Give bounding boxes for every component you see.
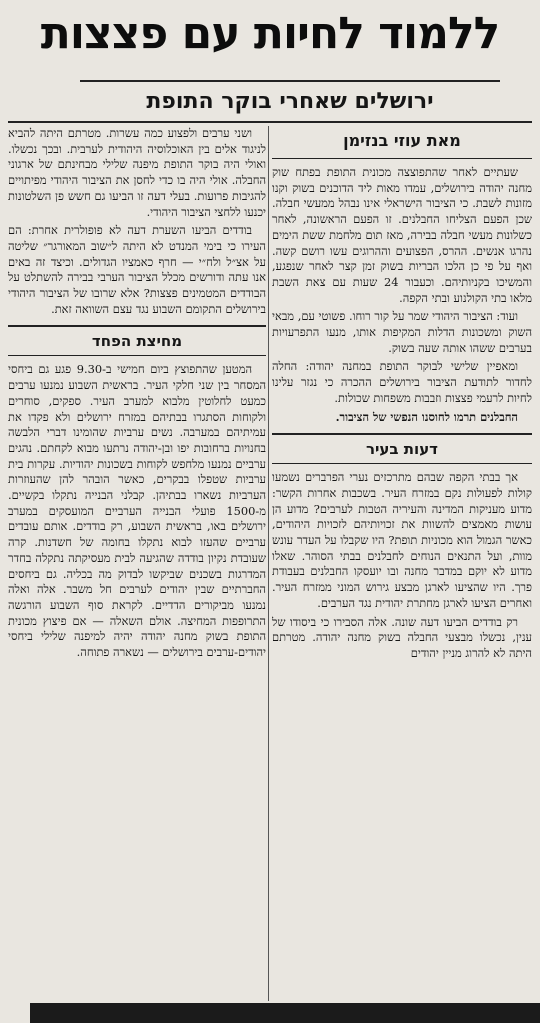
headline: ללמוד לחיות עם פצצות <box>40 8 500 59</box>
section-heading-fear-barrier: מחיצת הפחד <box>8 325 266 356</box>
article-paragraph: שעתיים לאחר שהתפוצצה מכונית התופת בפתח שוק מחנה יהודה בירושלים, עמדו מאות ליד הדוכנים בשוק וקנו מזונות לשבת. כי הציבור הישראלי אינו נבהל ממעשי חבלה. שכן הפעם הצליחו החבלנים. זו הפעם הראשונה, לאחר כשלונות מעשי חבלה בבירה, מאז תום מלחמת ששת הימים נהרגו אנשים. ההרס, הפצועים וההרוגים עשו רושם קשה. ואף על פי כן הלכו הבריות בשוק זמן קצר לאחר שנפגע, והמשיכו בקניותיהם. וכעבור 24 שעות עם צאת השבת מלאו בתי הקולנוע ובתי הקפה. <box>272 165 532 305</box>
article-paragraph: המטען שהתפוצץ ביום חמישי ב-9.30 פגע גם ביחסי המסחר בין שני חלקי העיר. בראשית השבוע נמנעו ערבים כמעט לחלוטין מלבוא למערב העיר. ספקים, סוחרים ולקוחות הסתגרו בבתיהם במזרח ירושלים ולא פקדו את עמיתיהם במערבה. נשים ערביות שהומינו דברי הלבשה בחנויות ברחובות יפו ובן-יהודה נרתעו מבוא לקחתם. נהגים ערביים נמנעו מלחפש לקוחות בשכונות יהודיות. עקרות בית ערביות שטפלו בבקרים, כאשר הובהר להן שהעוזרות הערביות נשארו בבתיהן. קבלני הבנייה נתקלו בקשיים. מ-1500 פועלי הבנייה הערביים המועסקים במערב ירושלים באו, בראשית השבוע, רק בודדים. אותם עובדים ערביים שהעזו לבוא נתקלו בחומה של חשדנות. קרה שעובדת נקיון בודדה שהגיעה לבית מעסיקתה נתקלה בחדר המדרגות בשכנים שביקשו לבדוק מה בכליה. גם ביחסים החברתיים שבין יהודים לערבים חל משבר. אלה ואלה נמנעו מביקורים הדדיים. לקראת סוף השבוע הורגשה התרופפות המחיצה. אולם השאלה — אם פיצוץ מכונית התופת בשוק מחנה יהודה יהיה למיפנה שלילי ביחסי יהודים-ערבים בירושלים — נשארה פתוחה. <box>8 362 266 660</box>
bottom-ink-strip <box>30 1003 540 1023</box>
headline-rule <box>80 80 500 82</box>
section-heading-opinions: דעות בעיר <box>272 433 532 464</box>
article-paragraph <box>272 410 532 426</box>
article-paragraph: בודדים הביעו השערת דעה לא פופולרית אחרת: הם העירו כי בימי המנדט לא היתה ל״שוב המאורגר״ שליטה על אצ״ל ולח״י — חרף כאמציו הגדולים. וכיצד זה באים אנו עתה ודורשים מכלל הציבור הערבי בבירה להשתלט על הבודדים המטמינים פצצות? אלא שרובו של הציבור היהודי בירושלים התקומם השבוע נגד עצם השוואה זאת. <box>8 223 266 316</box>
article-paragraph: ומאפיין שלישי לבוקר התופת במחנה יהודה: החלה לחדור לתודעת הציבור בירושלים ההכרה כי נגזר עלינו לחיות לרעמי פצצות וזבבות משפחות שכולות. <box>272 359 532 405</box>
byline: מאת עוזי בנזימן <box>272 126 532 159</box>
article-paragraph: ועוד: הציבור היהודי שמר על קור רוחו. פשוטי עם, מבאי השוק ומשכונות הדלות המקיפות אותו, מנעו התפרעויות בערבים ששהו אותה שעה בשוק. <box>272 309 532 355</box>
column-divider <box>268 126 269 1001</box>
article-paragraph: ושני ערבים ולפצוע כמה עשרות. מטרתם היתה להביא לניגוד אלים בין האוכלוסיה היהודית לערבית. ובכך נכשלו. ואולי היה בוקר התופת מיפנה שלילי מבחינתם של ארגוני החבלה. אולי היה בו כדי לחסן את הציבור היהודי מפיתויים להגיבות פרועות. בעלי דעה זו הביעו גם חשש פן השלטונות יכנעו ללחצי הציבור היהודי. <box>8 126 266 219</box>
subheadline: ירושלים שאחרי בוקר התופת <box>146 89 434 114</box>
right-column <box>272 126 532 1003</box>
left-column <box>8 126 266 1003</box>
bold-paragraph: החבלנים תרמו לחוסנו הנפשי של הציבור. <box>335 409 518 424</box>
article-paragraph: אך בבתי הקפה שבהם מתרכזים נערי הפרברים נשמעו קולות לפעולות נקם במזרח העיר. בשכבות אחרות הקשר: מדוע מעניקות המדינה והעיריה הטבות לערבים? מדוע הן עושות מאמצים להשוות את זכויותיהם לזכויות היהודים, כאשר הגמול הוא מכוניות תופת? היו שקבלו על העדר עונש מוות, ועל התנאים הנוחים לחבלנים בבתי הסוהר. שאלו מדוע לא יוקם במדבר מחנה ובו יועסקו החבלנים בעבודת פרך. היו שהציעו לארגן מבצע גירוש המוני ממזרח העיר. ואחרים הציעו לארגן מחתרת יהודית נגד הערבים. <box>272 470 532 610</box>
article-paragraph: רק בודדים הביעו דעה שונה. אלה הסבירו כי ביסודו של ענין, נכשלו מבצעי החבלה בשוק מחנה יהודה. מטרתם היתה לא להרוג מניין יהודים <box>272 614 532 660</box>
subheadline-rule <box>8 121 532 123</box>
